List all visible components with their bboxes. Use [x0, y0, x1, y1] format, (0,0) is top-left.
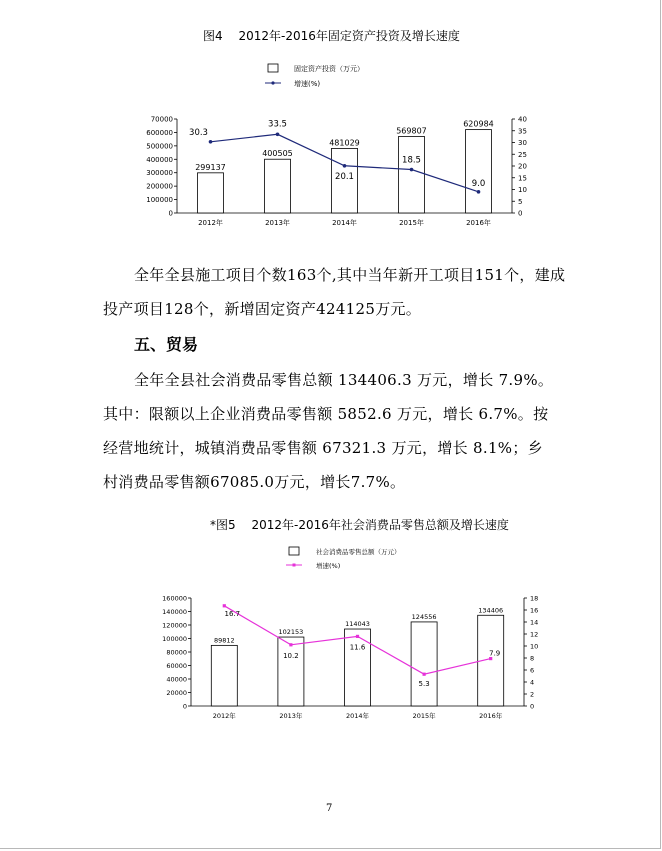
figure4-chart: [0, 55, 662, 240]
fig4-growth-point: [410, 168, 414, 172]
figure5-legend-bar-swatch: [289, 547, 299, 555]
fig5-bar: [211, 645, 237, 706]
fig5-x-tick-label: 2016年: [479, 712, 503, 720]
fig4-y-tick-label: 70000: [150, 115, 173, 124]
fig4-growth-label: 9.0: [471, 178, 486, 189]
figure4-legend-line-marker: [271, 81, 274, 84]
fig5-y-tick-label: 160000: [162, 594, 187, 603]
fig4-y-tick-label: 0: [168, 209, 173, 218]
fig4-bar-label: 481029: [329, 138, 360, 148]
figure5-legend-line-label: 增速(%): [316, 562, 341, 570]
fig4-x-tick-label: 2013年: [265, 219, 290, 227]
trade-line-4: 村消费品零售额67085.0万元，增长7.7%。: [103, 473, 406, 491]
fig4-bar-label: 299137: [195, 162, 226, 172]
fig4-y2-tick-label: 40: [518, 115, 527, 124]
fig4-y-tick-label: 300000: [146, 169, 173, 178]
trade-line-3: 经营地统计，城镇消费品零售额 67321.3 万元，增长 8.1%；乡: [103, 439, 543, 457]
fig4-growth-point: [477, 190, 481, 194]
fig5-bar-label: 114043: [345, 620, 370, 629]
fig5-y-tick-label: 20000: [166, 689, 187, 697]
fig4-x-tick-label: 2015年: [399, 219, 424, 227]
figure5-legend-bar-label: 社会消费品零售总额（万元）: [316, 548, 401, 556]
fig5-growth-label: 10.2: [283, 651, 299, 660]
fig4-x-tick-label: 2014年: [332, 219, 357, 227]
fig4-y2-tick-label: 35: [518, 127, 527, 136]
projects-paragraph: [103, 258, 573, 326]
fig4-y-tick-label: 200000: [146, 182, 173, 191]
fig5-y2-tick-label: 14: [530, 618, 539, 627]
fig4-bar: [198, 173, 224, 213]
fig4-bar-label: 400505: [262, 149, 293, 159]
fig4-y2-tick-label: 15: [518, 174, 527, 183]
fig5-y2-tick-label: 4: [530, 678, 535, 687]
fig5-y2-tick-label: 10: [530, 642, 539, 651]
fig5-bar: [411, 622, 437, 706]
fig5-growth-label: 7.9: [489, 649, 501, 658]
fig4-x-tick-label: 2016年: [466, 219, 491, 227]
trade-line-2: 其中：限额以上企业消费品零售额 5852.6 万元，增长 6.7%。按: [103, 405, 549, 423]
fig4-y2-tick-label: 0: [518, 209, 523, 218]
fig4-bar-label: 620984: [463, 119, 494, 129]
fig5-y2-tick-label: 12: [530, 630, 539, 639]
fig5-bar: [278, 637, 304, 706]
fig4-growth-point: [276, 132, 280, 136]
fig5-x-tick-label: 2015年: [412, 712, 436, 720]
fig5-x-tick-label: 2013年: [279, 712, 303, 720]
fig4-bar-label: 569807: [396, 126, 427, 136]
fig4-growth-label: 30.3: [189, 127, 208, 138]
figure5-title: *图5 2012年-2016年社会消费品零售总额及增长速度: [210, 518, 509, 532]
figure4-legend-bar-swatch: [268, 64, 278, 72]
fig5-y-tick-label: 40000: [166, 675, 187, 684]
fig5-x-tick-label: 2012年: [212, 712, 236, 720]
fig4-y-tick-label: 600000: [146, 128, 173, 137]
trade-line-1: 全年全县社会消费品零售总额 134406.3 万元，增长 7.9%。: [134, 371, 554, 389]
figure4-title: 图4 2012年-2016年固定资产投资及增长速度: [203, 29, 460, 43]
fig5-growth-label: 5.3: [418, 680, 430, 689]
fig4-y2-tick-label: 30: [518, 139, 527, 147]
trade-paragraph: [103, 363, 573, 499]
fig5-y2-tick-label: 8: [530, 654, 535, 663]
fig5-growth-point: [223, 604, 226, 607]
fig5-y-tick-label: 60000: [166, 662, 187, 670]
fig4-bar: [466, 130, 492, 213]
projects-text: 全年全县施工项目个数163个,其中当年新开工项目151个，建成投产项目128个，新增固定资产424125万元。: [103, 266, 566, 318]
fig5-y2-tick-label: 2: [530, 690, 535, 699]
figure5-legend-line-marker: [293, 564, 296, 567]
fig4-growth-point: [343, 164, 347, 168]
fig5-y2-tick-label: 18: [530, 594, 539, 603]
fig5-bar-label: 102153: [278, 628, 304, 637]
fig5-y-tick-label: 80000: [166, 648, 187, 657]
fig4-growth-point: [209, 140, 213, 144]
fig5-growth-label: 16.7: [224, 609, 241, 618]
fig5-y-tick-label: 140000: [162, 608, 187, 616]
fig4-y-tick-label: 100000: [146, 196, 173, 205]
fig4-y-tick-label: 500000: [146, 142, 173, 151]
figure4-legend-bar-label: 固定资产投资（万元）: [294, 65, 364, 73]
fig4-growth-label: 18.5: [402, 155, 421, 166]
fig5-growth-label: 11.6: [349, 643, 366, 652]
fig5-growth-point: [289, 643, 292, 646]
fig4-y2-tick-label: 20: [518, 162, 527, 171]
figure4-legend-line-label: 增速(%): [294, 80, 321, 88]
fig5-growth-point: [423, 673, 426, 676]
fig5-y-tick-label: 0: [182, 702, 187, 711]
figure5-chart: [0, 538, 662, 728]
page-number: 7: [326, 803, 333, 814]
fig5-y2-tick-label: 6: [530, 666, 535, 675]
fig4-bar: [399, 136, 425, 213]
fig4-y-tick-label: 400000: [146, 155, 173, 164]
fig4-x-tick-label: 2012年: [198, 219, 223, 227]
fig5-x-tick-label: 2014年: [345, 712, 370, 720]
fig4-growth-label: 20.1: [335, 171, 354, 182]
fig4-y2-tick-label: 10: [518, 186, 527, 194]
fig5-y-tick-label: 100000: [162, 635, 187, 643]
fig5-bar-label: 89812: [213, 636, 235, 645]
fig5-y2-tick-label: 0: [530, 702, 535, 711]
trade-heading: 五、贸易: [134, 335, 199, 354]
fig4-growth-label: 33.5: [268, 119, 287, 130]
fig5-bar: [345, 629, 371, 706]
fig5-growth-point: [356, 635, 359, 638]
fig5-bar-label: 124556: [411, 612, 437, 621]
fig4-y2-tick-label: 25: [518, 150, 527, 159]
fig5-y-tick-label: 120000: [162, 621, 187, 630]
fig4-bar: [265, 159, 291, 213]
fig5-y2-tick-label: 16: [530, 606, 539, 615]
fig4-y2-tick-label: 5: [518, 197, 523, 206]
fig5-bar-label: 134406: [478, 606, 504, 615]
